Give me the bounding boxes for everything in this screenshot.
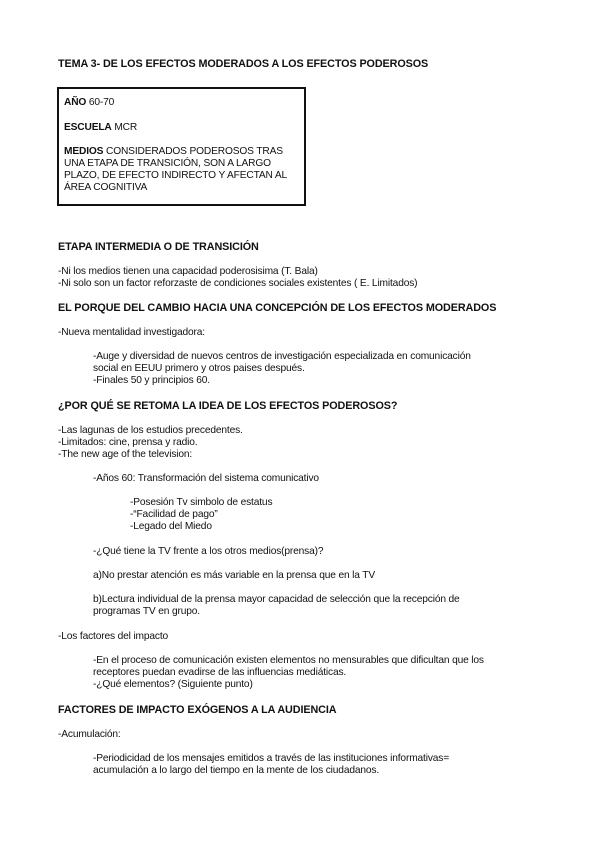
section-heading: FACTORES DE IMPACTO EXÓGENOS A LA AUDIENCIA: [58, 704, 337, 716]
text-line: acumulación a lo largo del tiempo en la mente de los ciudadanos.: [93, 765, 380, 776]
text-line: -¿Qué elementos? (Siguiente punto): [93, 679, 253, 690]
text-line: -Las lagunas de los estudios precedentes.: [58, 425, 243, 436]
text-line: -Años 60: Transformación del sistema comunicativo: [93, 473, 319, 484]
year-row: [64, 97, 114, 109]
text-line: -Nueva mentalidad investigadora:: [58, 327, 205, 338]
year-value: 60-70: [88, 97, 115, 108]
text-line: -En el proceso de comunicación existen elementos no mensurables que dificultan que los: [93, 655, 484, 666]
text-line: -Limitados: cine, prensa y radio.: [58, 437, 198, 448]
text-line: -Legado del Miedo: [130, 521, 212, 532]
text-line: b)Lectura individual de la prensa mayor capacidad de selección que la recepción de: [93, 594, 460, 605]
school-row: [64, 122, 137, 134]
text-line: -Ni solo son un factor reforzaste de condiciones sociales existentes ( E. Limitados): [58, 278, 418, 289]
text-line: -Los factores del impacto: [58, 631, 169, 642]
media-line: UNA ETAPA DE TRANSICIÓN, SON A LARGO: [64, 158, 271, 169]
section-heading: ETAPA INTERMEDIA O DE TRANSICIÓN: [58, 241, 259, 253]
text-line: receptores puedan evadirse de las influencias mediáticas.: [93, 667, 347, 678]
school-value: MCR: [114, 122, 138, 133]
text-line: programas TV en grupo.: [93, 606, 200, 617]
media-label: MEDIOS: [64, 146, 104, 157]
text-line: -Periodicidad de los mensajes emitidos a través de las instituciones informativas=: [93, 753, 450, 764]
media-row: [64, 146, 283, 158]
text-line: -Ni los medios tienen una capacidad poderosisima (T. Bala): [58, 266, 318, 277]
text-line: -The new age of the television:: [58, 449, 193, 460]
section-heading: EL PORQUE DEL CAMBIO HACIA UNA CONCEPCIÓN DE LOS EFECTOS MODERADOS: [58, 302, 497, 314]
text-line: -¿Qué tiene la TV frente a los otros medios(prensa)?: [93, 546, 324, 557]
media-line: CONSIDERADOS PODEROSOS TRAS: [105, 146, 283, 157]
document-title: TEMA 3- DE LOS EFECTOS MODERADOS A LOS EFECTOS PODEROSOS: [58, 58, 429, 70]
text-line: social en EEUU primero y otros paises después.: [93, 363, 305, 374]
text-line: -Posesión Tv simbolo de estatus: [130, 497, 273, 508]
text-line: a)No prestar atención es más variable en la prensa que en la TV: [93, 570, 376, 581]
media-line: ÁREA COGNITIVA: [64, 182, 148, 193]
text-line: -“Facilidad de pago”: [130, 509, 218, 520]
text-line: -Finales 50 y principios 60.: [93, 375, 210, 386]
school-label: ESCUELA: [64, 122, 112, 133]
text-line: -Acumulación:: [58, 729, 121, 740]
media-line: PLAZO, DE EFECTO INDIRECTO Y AFECTAN AL: [64, 170, 288, 181]
section-heading: ¿POR QUÉ SE RETOMA LA IDEA DE LOS EFECTOS PODEROSOS?: [58, 400, 398, 412]
year-label: AÑO: [64, 97, 87, 108]
text-line: -Auge y diversidad de nuevos centros de investigación especializada en comunicación: [93, 351, 471, 362]
